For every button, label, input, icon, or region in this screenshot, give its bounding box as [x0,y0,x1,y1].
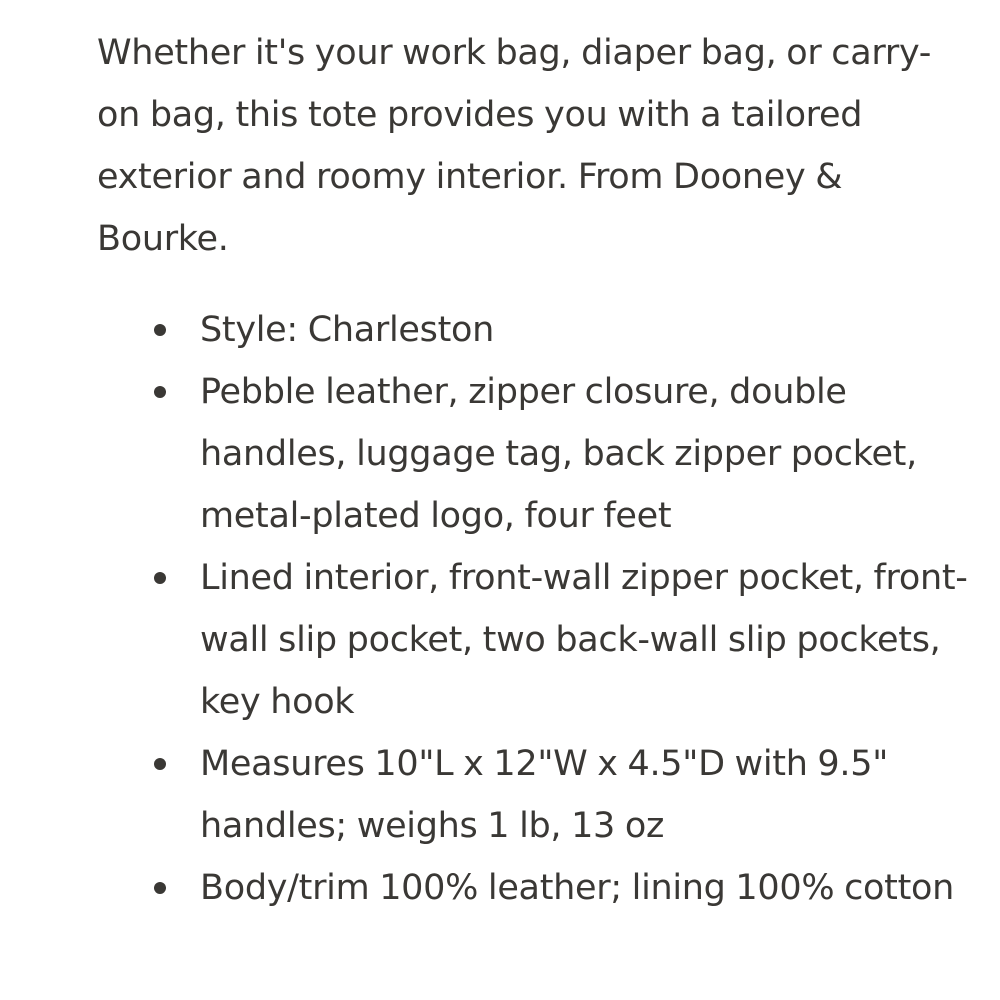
feature-item [0,857,1000,919]
bullet-icon [154,758,166,770]
bullet-icon [154,324,166,336]
feature-text: Body/trim 100% leather; lining 100% cotton [200,868,955,908]
feature-text: Style: Charleston [200,310,494,350]
feature-text: Lined interior, front-wall zipper pocket, front-wall slip pocket, two back-wall slip pockets, key hook [200,558,968,722]
product-description: Whether it's your work bag, diaper bag, or carry-on bag, this tote provides you with a tailored exterior and roomy interior. From Dooney & Bourke. [97,33,932,259]
feature-item [0,361,1000,547]
bullet-icon [154,882,166,894]
bullet-icon [154,386,166,398]
feature-text: Measures 10"L x 12"W x 4.5"D with 9.5" handles; weighs 1 lb, 13 oz [200,744,888,846]
feature-item [0,733,1000,857]
feature-list [0,299,1000,919]
feature-item [0,299,1000,361]
bullet-icon [154,572,166,584]
feature-text: Pebble leather, zipper closure, double handles, luggage tag, back zipper pocket, metal-plated logo, four feet [200,372,917,536]
feature-item [0,547,1000,733]
